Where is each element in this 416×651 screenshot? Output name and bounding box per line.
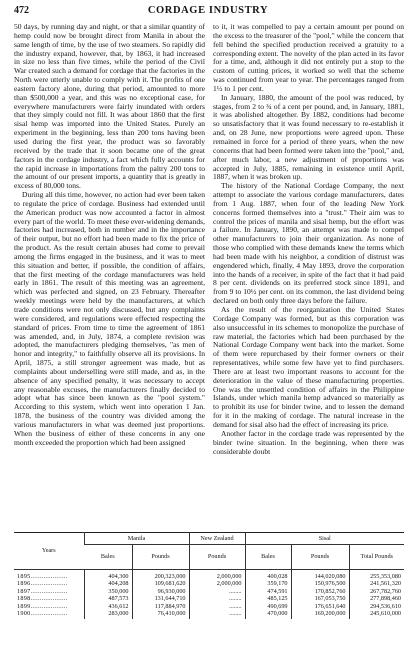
value-cell: 294,536,610 xyxy=(349,603,404,610)
value-cell: 350,000 xyxy=(84,588,132,595)
value-cell: 241,561,320 xyxy=(349,580,404,587)
value-cell: 436,612 xyxy=(84,603,132,610)
value-cell: 150,976,500 xyxy=(291,580,349,587)
year-cell: 1900.................... xyxy=(17,610,68,618)
page-number: 472 xyxy=(14,5,29,16)
years-header: Years xyxy=(14,533,84,570)
value-cell: 169,200,000 xyxy=(291,610,349,619)
value-cell: 109,681,620 xyxy=(132,580,189,587)
sub-header: Pounds xyxy=(132,545,189,570)
value-cell: 2,000,000 xyxy=(189,580,245,587)
value-cell: 2,000,000 xyxy=(189,570,245,581)
paragraph: to it, it was compelled to pay a certain amount per pound on the excess to the treasurer of the "pool," while the concern that fell behind the specified production received a gratuity to a corresponding extent. The novelty of the plan acted in its favor for a time, and, although it did not entirely put a stop to the custom of cutting prices, it worked so well that the scheme was continued from year to year. The percentages ranged from 1½ to 1 per cent. xyxy=(213,23,404,93)
table-row xyxy=(14,588,404,595)
paragraph: During all this time, however, no action had ever been taken to regulate the price of cordage. Business had extended until the American product was now accounted a factor in almost every part of the world. To meet these ever-widening demands, factories had increased, both in number and in the importance of their output, but no effort had been made to fix the price of the product. As the result certain abuses had come to prevail among the firms engaged in the business, and it was to meet this situation and better, if possible, the condition of affairs, that the first meeting of the cordage manufacturers was held early in 1861. The result of this meeting was an agreement, which was perfected and signed, on 23 February. Thereafter weekly meetings were held by the manufacturers, at which trade conditions were not only discussed, but any complaints were considered, and regulations were effected respecting the standard of prices. From time to time the agreement of 1861 was amended, and, in July, 1874, a complete revision was adopted, the manufacturers pledging themselves, "as men of honor and integrity," to faithfully observe all its provisions. In April, 1875, a still stronger agreement was made, but as complaints about underselling were still made, and as, in the absence of any specified penalty, it was necessary to accept any reasonable excuses, the manufacturers finally decided to adopt what has since been known as the "pool system." According to this system, which went into operation 1 Jan. 1878, the business of the country was divided among the various manufacturers in what was deemed just proportions. When the business of either of these concerns in any one month exceeded the proportion which had been assigned xyxy=(14,190,205,447)
value-cell: 170,852,760 xyxy=(291,588,349,595)
paragraph: Another factor in the cordage trade was represented by the binder twine situation. In the beginning, when there was considerable doubt xyxy=(213,428,404,456)
table-row xyxy=(14,603,404,610)
right-column xyxy=(213,23,404,531)
value-cell: 131,644,710 xyxy=(132,595,189,602)
sub-header: Bales xyxy=(84,545,132,570)
paragraph: 50 days, by running day and night, or that a similar quantity of hemp could now be brought direct from Manila in about the same length of time, by the use of two steamers. So rapidly did the industry expand, however, that, by 1863, it had increased in size no less than five times, while the period of the Civil War created such a demand for cordage that the factories in the North were utterly unable to comply with it. The profits of one eastern factory alone, during that period, amounted to more than $500,000 a year, and this was no exceptional case, for everywhere manufacturers were fairly inundated with orders that they simply could not fill. It was about 1860 that the first sisal hemp was imported into the United States. Purely an experiment in the beginning, less than 200 tons having been used during the first year, the product was so favorably received by the trade that it soon became one of the great factors in the cordage industry, a fact which fully accounts for the rapid increase in importations from the paltry 200 tons to the amount of our present imports, a quantity that is greatly in excess of 80,000 tons. xyxy=(14,23,205,191)
table-row xyxy=(14,610,404,619)
production-table xyxy=(14,532,404,619)
left-column xyxy=(14,23,205,531)
sub-header: Bales xyxy=(245,545,291,570)
value-cell: 176,651,640 xyxy=(291,603,349,610)
value-cell: 485,125 xyxy=(245,595,291,602)
value-cell: 96,930,000 xyxy=(132,588,189,595)
value-cell: 200,323,000 xyxy=(132,570,189,581)
value-cell: 474,591 xyxy=(245,588,291,595)
year-cell: 1897.................... xyxy=(17,587,68,595)
value-cell: ........ xyxy=(189,588,245,595)
year-cell: 1899.................... xyxy=(17,602,68,610)
value-cell: 144,020,080 xyxy=(291,570,349,581)
paragraph: In January, 1880, the amount of the pool was reduced, by stages, from 2 to ¾ of a cent per pound, and, in January, 1881, it was abolished altogether. By 1882, conditions had become so unsatisfactory that it was found necessary to re-establish it and, on 28 June, new proportions were agreed upon. These remained in force for a period of three years, when the new concerns that had been formed were taken into the "pool," and, after much labor, a new adjustment of proportions was accepted in July, 1885, remaining in existence until April, 1887, when it was broken up. xyxy=(213,92,404,182)
value-cell: 267,782,760 xyxy=(349,588,404,595)
value-cell: 470,000 xyxy=(245,610,291,619)
group-header-new-zealand: New Zealand xyxy=(189,533,245,545)
value-cell: 255,353,080 xyxy=(349,570,404,581)
value-cell: 404,300 xyxy=(84,570,132,581)
table-body xyxy=(14,570,404,620)
sub-header: Total Pounds xyxy=(349,545,404,570)
table-row xyxy=(14,595,404,602)
group-header-manila: Manila xyxy=(84,533,189,545)
value-cell: ........ xyxy=(189,603,245,610)
value-cell: 487,573 xyxy=(84,595,132,602)
text-columns xyxy=(14,23,404,531)
value-cell: 245,610,000 xyxy=(349,610,404,619)
year-cell: 1898.................... xyxy=(17,595,68,603)
value-cell: 167,053,750 xyxy=(291,595,349,602)
sub-header: Pounds xyxy=(189,545,245,570)
value-cell: 76,410,000 xyxy=(132,610,189,619)
value-cell: 283,000 xyxy=(84,610,132,619)
page-header xyxy=(14,5,402,21)
sub-header: Pounds xyxy=(291,545,349,570)
value-cell: 404,208 xyxy=(84,580,132,587)
value-cell: 277,898,460 xyxy=(349,595,404,602)
running-title: CORDAGE INDUSTRY xyxy=(147,5,269,16)
value-cell: 490,699 xyxy=(245,603,291,610)
table-row xyxy=(14,570,404,581)
paragraph: As the result of the reorganization the United States Cordage Company was formed, but as this corporation was also unsuccessful in its schemes to monopolize the purchase of raw material, the factories which had been purchased by the National Cordage Company went back into the market. Some of them were repurchased by their former owners or their representatives, while some few have yet to find purchasers. There are at least two important reasons to account for the deterioration in the value of these manufacturing properties. One was the unsettled condition of affairs in the Philippine Islands, under which manila hemp advanced so materially as to prohibit its use for binder twine, and to lessen the demand for it in the making of cordage. The natural increase in the demand for sisal also had the effect of increasing its price. xyxy=(213,305,404,429)
value-cell: 400,028 xyxy=(245,570,291,581)
value-cell: 359,170 xyxy=(245,580,291,587)
paragraph: The history of the National Cordage Company, the next attempt to associate the various cordage manufacturers, dates from 1 Aug. 1887, when four of the leading New York concerns formed themselves into a "trust." Their aim was to control the prices of manila and sisal hemp, but the effort was a failure. In January, 1890, an attempt was made to compel other manufacturers to join their organization. As none of those who complied with these demands knew the terms which had been made with his neighbor, a condition of distrust was engendered which, finally, 4 May 1893, drove the corporation into the hands of a receiver, in spite of the fact that it had paid 8 per cent. dividends on its preferred stock since 1891, and from 9 to 10½ per cent. on its common, the last dividend being declared on both only three days before the failure. xyxy=(213,181,404,306)
table-row xyxy=(14,580,404,587)
value-cell: 117,884,970 xyxy=(132,603,189,610)
year-cell: 1895.................... xyxy=(17,573,68,580)
value-cell: ........ xyxy=(189,610,245,619)
value-cell: ........ xyxy=(189,595,245,602)
group-header-sisal: Sisal xyxy=(245,533,404,545)
year-cell: 1896.................... xyxy=(17,580,68,588)
